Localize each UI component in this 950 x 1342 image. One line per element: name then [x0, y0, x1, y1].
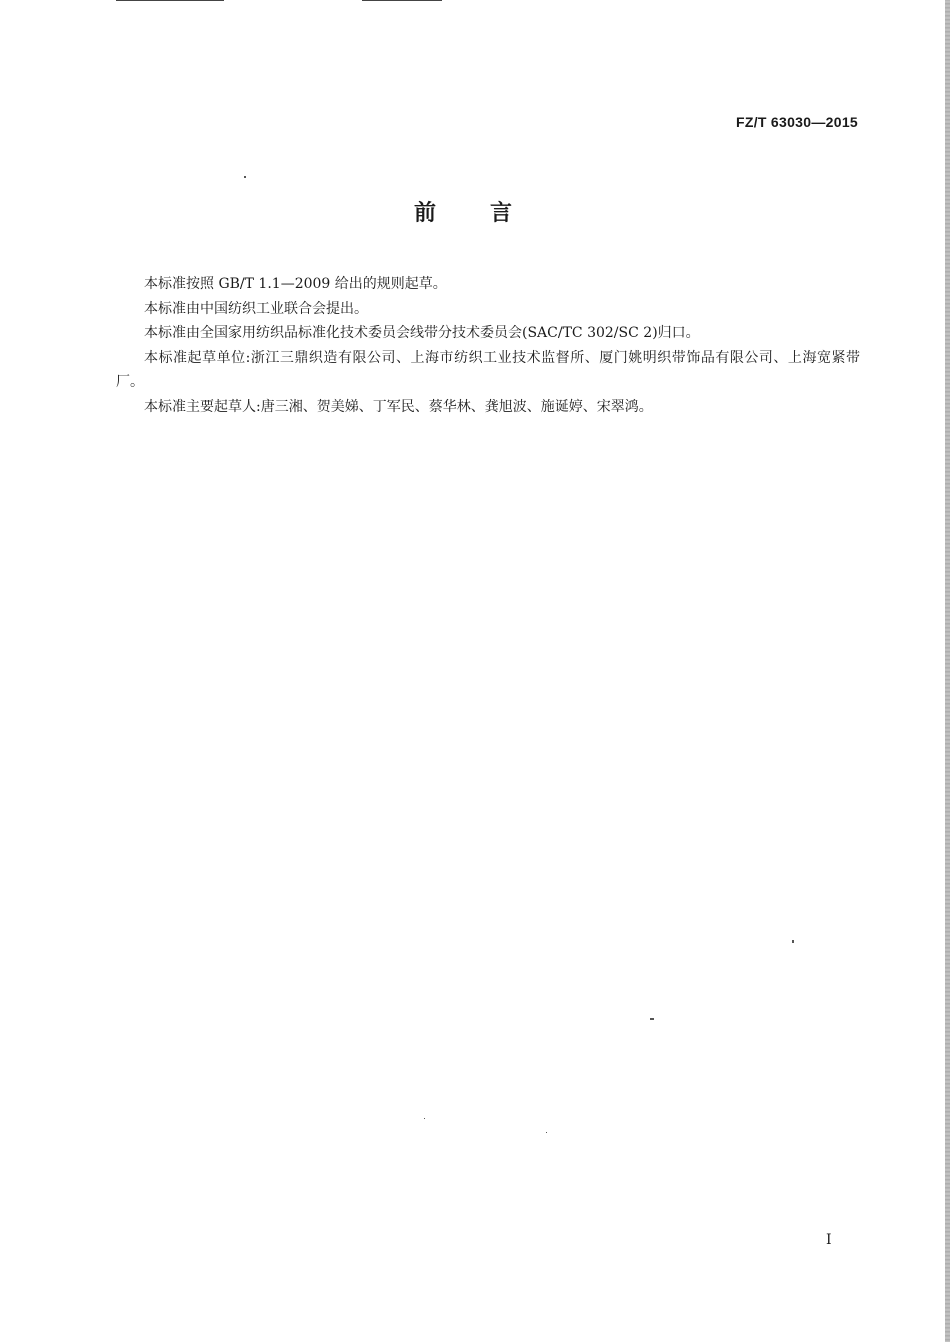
- scan-speck: [650, 1018, 654, 1020]
- top-rule-left: [116, 0, 224, 1]
- scan-speck: [424, 1118, 425, 1119]
- scan-speck: [792, 940, 794, 943]
- paragraph-drafting-rules: 本标准按照 GB/T 1.1—2009 给出的规则起草。: [144, 276, 447, 292]
- top-rule-right: [362, 0, 442, 1]
- page-title: 前言: [413, 201, 566, 226]
- paragraph-drafting-units: 本标准起草单位:浙江三鼎织造有限公司、上海市纺织工业技术监督所、厦门姚明织带饰品有限公司、上海宽紧带厂。: [116, 349, 860, 390]
- foreword-body: [116, 272, 860, 419]
- scan-speck: [546, 1132, 547, 1133]
- paragraph-administrator: 本标准由全国家用纺织品标准化技术委员会线带分技术委员会(SAC/TC 302/SC 2)归口。: [144, 325, 700, 341]
- standard-number: FZ/T 63030—2015: [735, 114, 858, 130]
- paragraph-drafters: 本标准主要起草人:唐三湘、贺美娣、丁军民、蔡华林、龚旭波、施诞婷、宋翠鸿。: [144, 398, 653, 415]
- scan-edge-shadow: [945, 0, 950, 1342]
- scan-speck: [244, 176, 246, 178]
- paragraph-proposer: 本标准由中国纺织工业联合会提出。: [144, 300, 368, 317]
- page-number: I: [826, 1232, 832, 1248]
